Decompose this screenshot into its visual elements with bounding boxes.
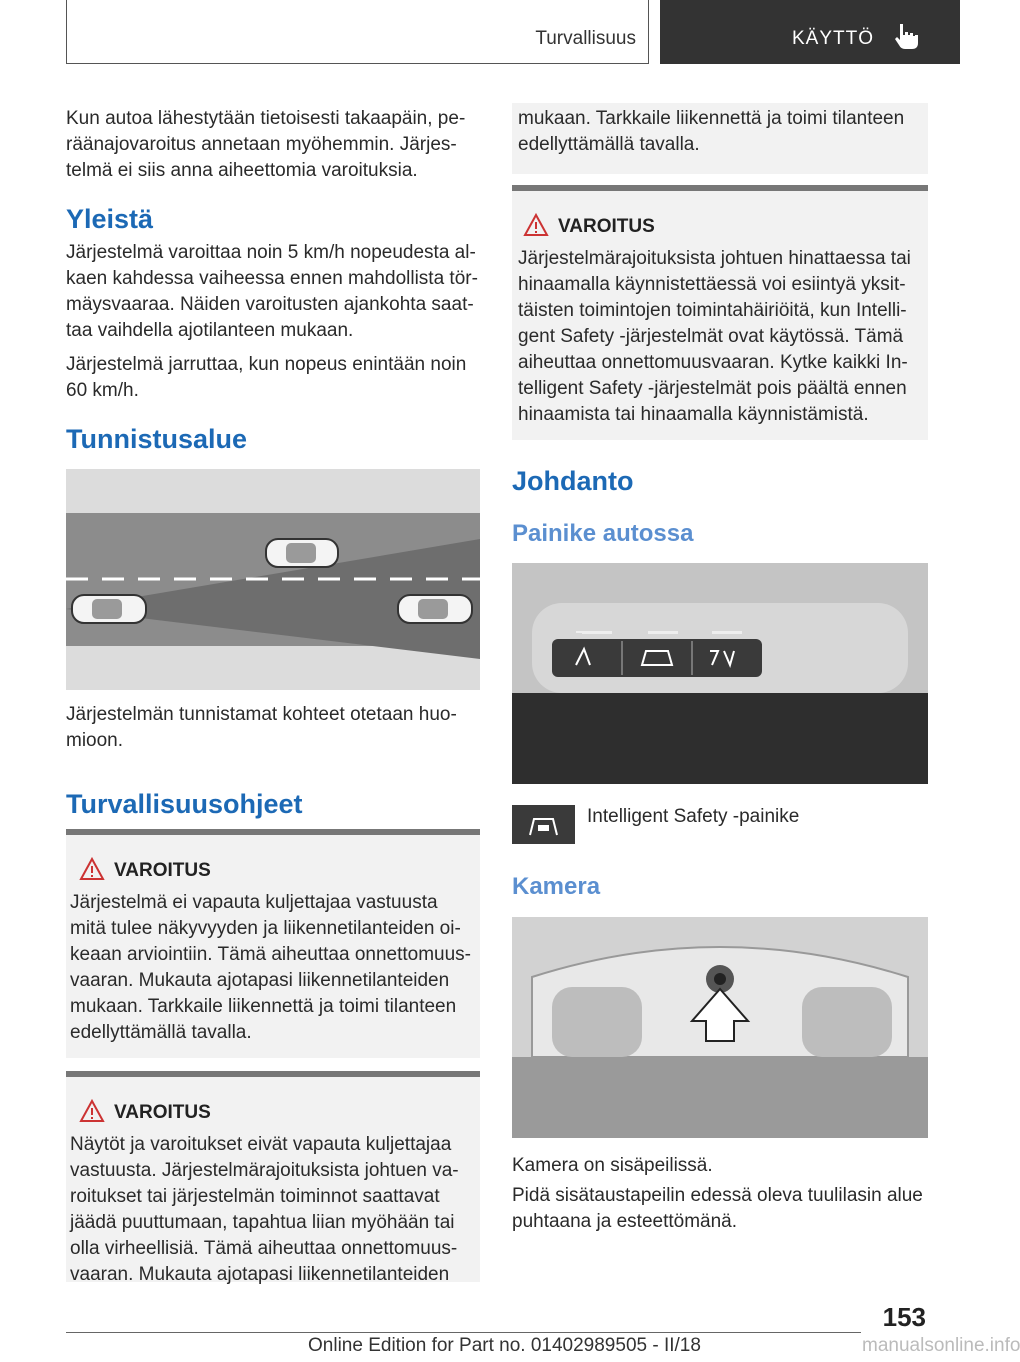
car-top-view — [398, 595, 472, 623]
camera-interior-photo — [512, 917, 928, 1138]
general-paragraph-1: Järjestelmä varoittaa noin 5 km/h nopeudesta al- kaen kahdessa vaiheessa ennen mahdollista tör- mäysvaaraa. Näiden varoitusten ajankohta saat- taa vaihdella ajotilanteen mukaan. — [66, 242, 478, 341]
warning-title: VAROITUS — [558, 216, 655, 237]
warning-continuation-box — [512, 103, 928, 174]
warning-box — [512, 185, 928, 440]
detection-caption: Järjestelmän tunnistamat kohteet otetaan huo- mioon. — [66, 704, 457, 751]
edition-text: Online Edition for Part no. 01402989505 - II/18 — [308, 1335, 701, 1356]
button-caption: Intelligent Safety -painike — [587, 806, 800, 827]
warning-triangle-icon — [80, 858, 104, 880]
detection-heading: Tunnistusalue — [66, 424, 248, 454]
footer-rule — [66, 1332, 861, 1333]
watermark-text: manualsonline.info — [862, 1335, 1020, 1356]
header-section-title: Turvallisuus — [535, 28, 636, 49]
warning-text: Järjestelmä ei vapauta kuljettajaa vastuusta mitä tulee näkyvyyden ja liikennetilanteiden oi- keaan arviointiin. Tämä aiheuttaa onnettomuus- vaaran. Mukauta ajotapasi liikennetilanteiden mukaan. Tarkkaile liikennettä ja toimi tilanteen edellyttämällä tavalla. — [70, 892, 472, 1043]
warning-triangle-icon — [524, 214, 548, 236]
intro-heading: Johdanto — [512, 466, 634, 496]
camera-paragraph-2: Pidä sisätaustapeilin edessä oleva tuulilasin alue puhtaana ja esteettömänä. — [512, 1185, 923, 1232]
warning-box — [66, 1071, 480, 1285]
header-chapter-box — [660, 0, 960, 64]
general-paragraph-2: Järjestelmä jarruttaa, kun nopeus enintään noin 60 km/h. — [66, 354, 467, 401]
camera-paragraph-1: Kamera on sisäpeilissä. — [512, 1155, 713, 1176]
warning-box — [66, 829, 480, 1058]
button-subheading: Painike autossa — [512, 520, 694, 547]
car-top-view — [72, 595, 146, 623]
warning-title: VAROITUS — [114, 860, 211, 881]
header-chapter-title: KÄYTTÖ — [792, 28, 875, 49]
pointing-hand-icon — [894, 22, 920, 50]
car-top-view — [266, 539, 338, 567]
button-panel-photo — [512, 563, 928, 784]
warning-title: VAROITUS — [114, 1102, 211, 1123]
intelligent-safety-button-icon — [512, 805, 575, 844]
warning-text: Näytöt ja varoitukset eivät vapauta kuljettajaa vastuusta. Järjestelmärajoituksista johtuen va- roitukset tai järjestelmän toiminnot saattavat jäädä puuttumaan, tapahtua liian myöhään tai olla virheellisiä. Tämä aiheuttaa onnettomuus- vaaran. Mukauta ajotapasi liikennetilanteiden — [70, 1134, 459, 1285]
header-section-box — [66, 0, 649, 64]
camera-subheading: Kamera — [512, 873, 601, 900]
warning-text: mukaan. Tarkkaile liikennettä ja toimi tilanteen edellyttämällä tavalla. — [518, 108, 905, 155]
safety-heading: Turvallisuusohjeet — [66, 789, 303, 819]
page-number: 153 — [882, 1302, 926, 1332]
detection-area-illustration — [66, 469, 480, 690]
intro-paragraph: Kun autoa lähestytään tietoisesti takaapäin, pe- räänajovaroitus annetaan myöhemmin. Järjes- telmä ei siis anna aiheettomia varoituksia. — [66, 108, 466, 181]
general-heading: Yleistä — [66, 204, 154, 234]
warning-triangle-icon — [80, 1100, 104, 1122]
warning-text: Järjestelmärajoituksista johtuen hinattaessa tai hinaamalla käynnistettäessä voi esiintyä yksit- täisten toimintojen toimintahäiriöitä, kun Intelli- gent Safety -järjestelmät ovat käytössä. Tämä aiheuttaa onnettomuusvaaran. Kytke kaikki In- telligent Safety -järjestelmät pois päältä ennen hinaamista tai hinaamalla käynnistämistä. — [518, 248, 911, 425]
